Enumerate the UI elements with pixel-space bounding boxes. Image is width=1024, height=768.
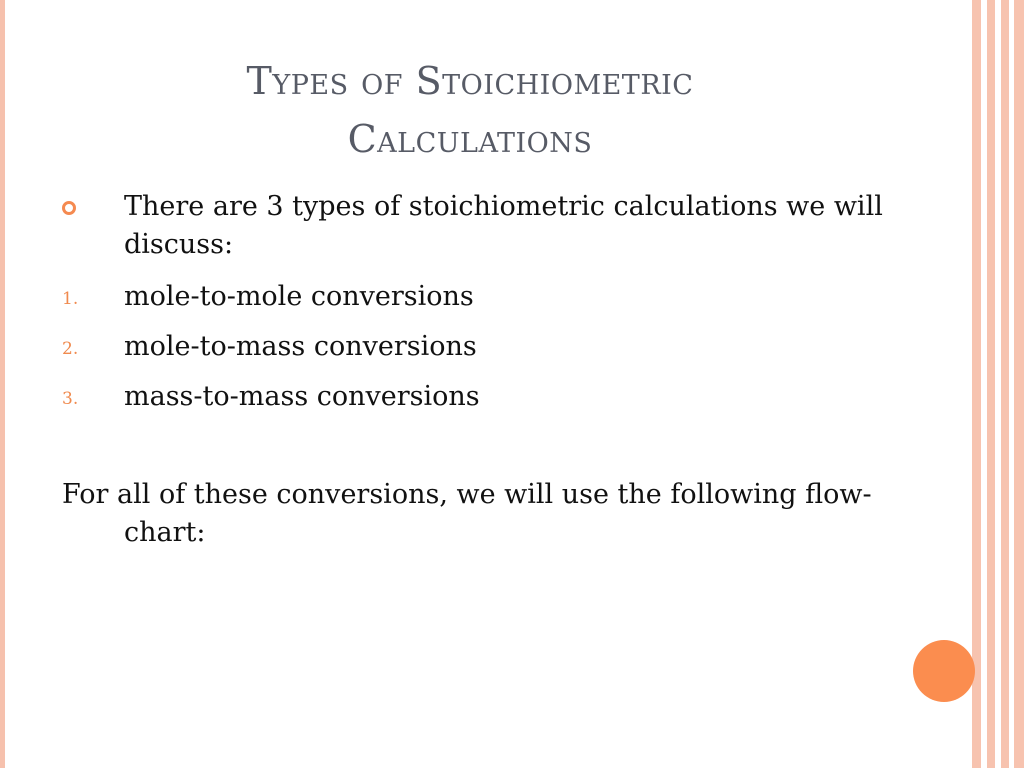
slide-body (62, 188, 922, 552)
bullet-text: There are 3 types of stoichiometric calculations we will discuss: (124, 191, 883, 260)
border-stripe (1001, 0, 1009, 768)
list-number: 1. (62, 289, 79, 309)
bullet-item (62, 188, 922, 264)
border-stripe (1014, 0, 1024, 768)
closing-paragraph: For all of these conversions, we will use the following flow-chart: (62, 479, 872, 548)
list-item (62, 278, 922, 316)
list-item (62, 378, 922, 416)
decorative-orange-circle (913, 640, 975, 702)
border-stripe (987, 0, 995, 768)
list-number: 2. (62, 339, 79, 359)
left-border (0, 0, 5, 768)
right-border-stripes (972, 0, 1024, 768)
list-item-text: mole-to-mole conversions (124, 281, 474, 312)
list-item (62, 328, 922, 366)
slide-title (100, 52, 840, 168)
ring-bullet-icon (62, 201, 76, 215)
border-stripe (972, 0, 981, 768)
list-item-text: mass-to-mass conversions (124, 381, 480, 412)
list-number: 3. (62, 389, 79, 409)
slide-title-line-2: Calculations (347, 117, 593, 161)
list-item-text: mole-to-mass conversions (124, 331, 477, 362)
slide-title-line-1: Types of Stoichiometric (246, 59, 694, 103)
